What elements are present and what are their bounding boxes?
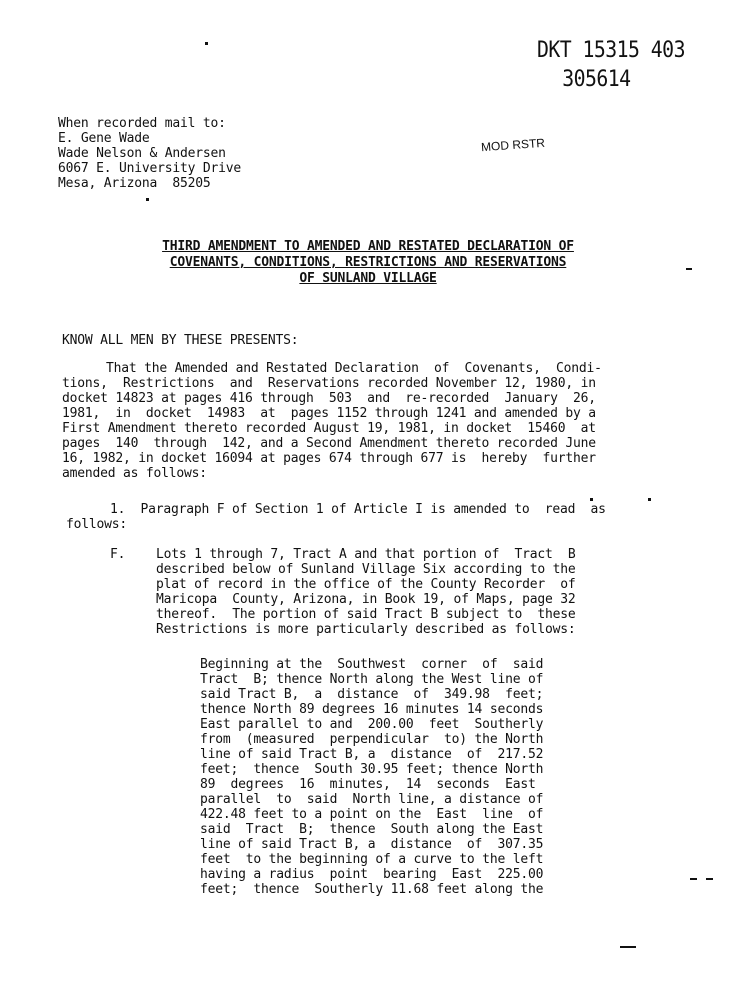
- paragraph-f-line: Maricopa County, Arizona, in Book 19, of Maps, page 32: [156, 592, 576, 607]
- document-title: [0, 239, 736, 287]
- legal-line: parallel to said North line, a distance of: [200, 792, 544, 807]
- legal-description: [200, 657, 620, 897]
- title-line: THIRD AMENDMENT TO AMENDED AND RESTATED DECLARATION OF: [162, 239, 574, 254]
- legal-line: line of said Tract B, a distance of 217.52: [200, 747, 544, 762]
- scan-speck: [205, 42, 208, 45]
- legal-line: feet; thence Southerly 11.68 feet along the: [200, 882, 544, 897]
- legal-line: 422.48 feet to a point on the East line of: [200, 807, 544, 822]
- legal-line: feet; thence South 30.95 feet; thence North: [200, 762, 544, 777]
- mod-rstr-stamp: MOD RSTR: [480, 135, 546, 155]
- paragraph-f-body: [156, 547, 656, 637]
- recitals-paragraph: [62, 361, 692, 481]
- scan-speck: [648, 498, 651, 501]
- paragraph-f-line: Lots 1 through 7, Tract A and that portion of Tract B: [156, 547, 576, 562]
- scan-speck: [590, 498, 593, 501]
- scan-speck: [146, 198, 149, 201]
- legal-line: thence North 89 degrees 16 minutes 14 seconds: [200, 702, 544, 717]
- legal-line: line of said Tract B, a distance of 307.35: [200, 837, 544, 852]
- legal-line: East parallel to and 200.00 feet Southerly: [200, 717, 544, 732]
- item-line: 1. Paragraph F of Section 1 of Article I is amended to read as: [110, 502, 606, 517]
- recording-number: 305614: [562, 67, 631, 92]
- paragraph-f-line: described below of Sunland Village Six according to the: [156, 562, 576, 577]
- scan-speck: [620, 946, 636, 948]
- address-line: When recorded mail to:: [58, 116, 226, 131]
- paragraph-line: 1981, in docket 14983 at pages 1152 through 1241 and amended by a: [62, 406, 596, 421]
- title-line: COVENANTS, CONDITIONS, RESTRICTIONS AND RESERVATIONS: [169, 255, 567, 270]
- legal-line: having a radius point bearing East 225.00: [200, 867, 544, 882]
- legal-line: 89 degrees 16 minutes, 14 seconds East: [200, 777, 536, 792]
- item-line: follows:: [66, 517, 128, 532]
- amendment-item-1: [66, 502, 606, 532]
- legal-line: said Tract B, a distance of 349.98 feet;: [200, 687, 544, 702]
- intro-heading: KNOW ALL MEN BY THESE PRESENTS:: [62, 333, 299, 348]
- address-line: Mesa, Arizona 85205: [58, 176, 211, 191]
- legal-line: said Tract B; thence South along the East: [200, 822, 544, 837]
- title-line: OF SUNLAND VILLAGE: [299, 271, 437, 286]
- legal-line: Tract B; thence North along the West line of: [200, 672, 544, 687]
- paragraph-line: First Amendment thereto recorded August 19, 1981, in docket 15460 at: [62, 421, 596, 436]
- paragraph-f-letter: F.: [110, 547, 126, 562]
- scan-speck: [706, 878, 713, 880]
- legal-line: from (measured perpendicular to) the North: [200, 732, 544, 747]
- scan-speck: [686, 268, 692, 270]
- docket-page-number: DKT 15315 403: [537, 38, 685, 63]
- paragraph-line: That the Amended and Restated Declaration of Covenants, Condi-: [106, 361, 602, 376]
- paragraph-f-line: plat of record in the office of the County Recorder of: [156, 577, 576, 592]
- address-line: Wade Nelson & Andersen: [58, 146, 226, 161]
- document-number: [537, 36, 685, 94]
- legal-line: Beginning at the Southwest corner of said: [200, 657, 544, 672]
- paragraph-f-line: thereof. The portion of said Tract B subject to these: [156, 607, 576, 622]
- paragraph-line: 16, 1982, in docket 16094 at pages 674 through 677 is hereby further: [62, 451, 596, 466]
- paragraph-line: pages 140 through 142, and a Second Amendment thereto recorded June: [62, 436, 596, 451]
- address-line: E. Gene Wade: [58, 131, 150, 146]
- paragraph-line: docket 14823 at pages 416 through 503 and re-recorded January 26,: [62, 391, 596, 406]
- scan-speck: [690, 878, 697, 880]
- paragraph-line: amended as follows:: [62, 466, 207, 481]
- address-line: 6067 E. University Drive: [58, 161, 242, 176]
- paragraph-f-line: Restrictions is more particularly described as follows:: [156, 622, 576, 637]
- legal-line: feet to the beginning of a curve to the left: [200, 852, 544, 867]
- return-address: [58, 116, 241, 191]
- paragraph-line: tions, Restrictions and Reservations recorded November 12, 1980, in: [62, 376, 596, 391]
